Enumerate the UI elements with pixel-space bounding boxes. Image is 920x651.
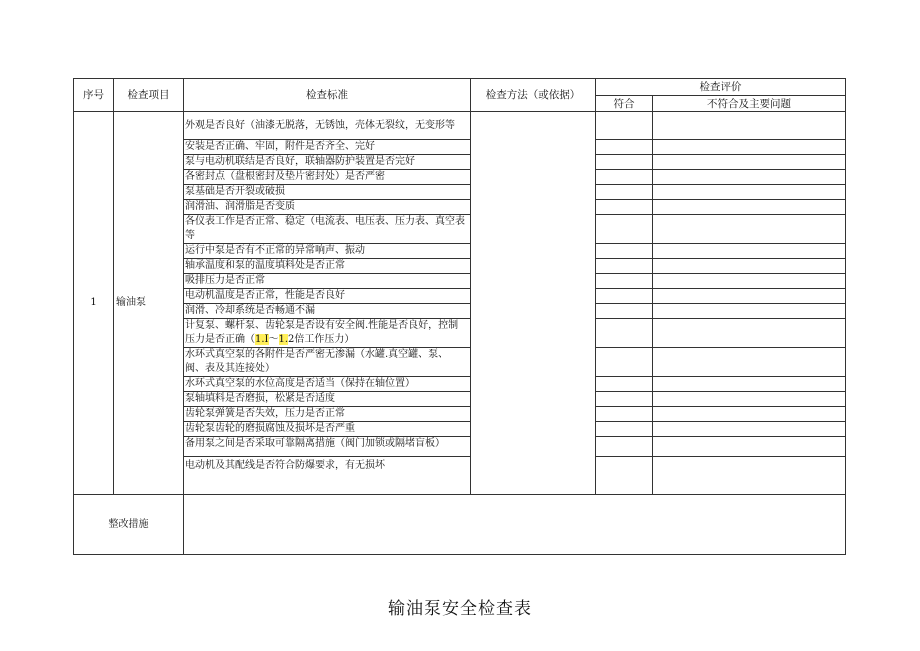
standard-cell: 润滑、冷却系统是否畅通不漏 <box>184 304 471 319</box>
nonconform-cell[interactable] <box>653 112 846 140</box>
standard-cell: 泵轴填料是否磨损，松紧是否适度 <box>184 392 471 407</box>
header-conform: 符合 <box>596 96 653 112</box>
nonconform-cell[interactable] <box>653 185 846 200</box>
conform-cell[interactable] <box>596 348 653 377</box>
conform-cell[interactable] <box>596 274 653 289</box>
table-row <box>74 289 846 304</box>
standard-cell-screw-pump <box>184 319 471 348</box>
table-row <box>74 140 846 155</box>
table-row <box>74 170 846 185</box>
table-row <box>74 304 846 319</box>
conform-cell[interactable] <box>596 319 653 348</box>
conform-cell[interactable] <box>596 155 653 170</box>
table-row <box>74 185 846 200</box>
table-row <box>74 348 846 377</box>
nonconform-cell[interactable] <box>653 170 846 185</box>
table-row <box>74 377 846 392</box>
nonconform-cell[interactable] <box>653 215 846 244</box>
table-row <box>74 259 846 274</box>
highlight-1: 1.I <box>255 334 269 345</box>
item-cell: 输油泵 <box>114 112 184 495</box>
conform-cell[interactable] <box>596 422 653 437</box>
rectification-row <box>74 495 846 555</box>
conform-cell[interactable] <box>596 140 653 155</box>
conform-cell[interactable] <box>596 377 653 392</box>
nonconform-cell[interactable] <box>653 407 846 422</box>
header-evaluation: 检查评价 <box>596 79 846 96</box>
standard-cell: 齿轮泵齿轮的磨损腐蚀及损坏是否严重 <box>184 422 471 437</box>
nonconform-cell[interactable] <box>653 274 846 289</box>
conform-cell[interactable] <box>596 259 653 274</box>
table-row <box>74 392 846 407</box>
conform-cell[interactable] <box>596 244 653 259</box>
nonconform-cell[interactable] <box>653 422 846 437</box>
standard-cell: 各密封点（盘根密封及垫片密封处）是否严密 <box>184 170 471 185</box>
table-row <box>74 200 846 215</box>
nonconform-cell[interactable] <box>653 140 846 155</box>
seq-cell: 1 <box>74 112 114 495</box>
conform-cell[interactable] <box>596 392 653 407</box>
nonconform-cell[interactable] <box>653 289 846 304</box>
nonconform-cell[interactable] <box>653 348 846 377</box>
standard-cell: 各仪表工作是否正常、稳定（电流表、电压表、压力表、真空表等 <box>184 215 471 244</box>
header-item: 检查项目 <box>114 79 184 112</box>
table-row <box>74 407 846 422</box>
nonconform-cell[interactable] <box>653 392 846 407</box>
rectification-label: 整改措施 <box>74 495 184 555</box>
standard-cell: 水环式真空泵的各附件是否严密无渗漏（水罐.真空罐、泵、阀、表及其连接处） <box>184 348 471 377</box>
nonconform-cell[interactable] <box>653 259 846 274</box>
nonconform-cell[interactable] <box>653 457 846 495</box>
highlight-2: 1. <box>278 334 289 345</box>
standard-cell: 电动机及其配线是否符合防爆要求，有无损坏 <box>184 457 471 495</box>
header-standard: 检查标准 <box>184 79 471 112</box>
standard-cell: 齿轮泵弹簧是否失效，压力是否正常 <box>184 407 471 422</box>
conform-cell[interactable] <box>596 112 653 140</box>
table-row <box>74 112 846 140</box>
page-title: 输油泵安全检查表 <box>388 599 532 619</box>
standard-cell: 水环式真空泵的水位高度是否适当（保持在轴位置） <box>184 377 471 392</box>
table-row <box>74 319 846 348</box>
standard-cell: 外观是否良好（油漆无脱落，无锈蚀，壳体无裂纹，无变形等 <box>184 112 471 140</box>
header-nonconform: 不符合及主要问题 <box>653 96 846 112</box>
table-row <box>74 422 846 437</box>
screw-pump-suffix: 2倍工作压力） <box>288 334 355 345</box>
conform-cell[interactable] <box>596 185 653 200</box>
standard-cell: 备用泵之间是否采取可靠隔离措施（阀门加锁或隔堵盲板） <box>184 437 471 457</box>
table-row <box>74 244 846 259</box>
nonconform-cell[interactable] <box>653 304 846 319</box>
standard-cell: 润滑油、润滑脂是否变质 <box>184 200 471 215</box>
table-row <box>74 457 846 495</box>
standard-cell: 安装是否正确、牢固，附件是否齐全、完好 <box>184 140 471 155</box>
conform-cell[interactable] <box>596 457 653 495</box>
screw-pump-text: 计复泵、螺杆泵、齿轮泵是否设有安全阀.性能是否良好，控制压力是否正确（ <box>185 320 459 345</box>
header-row-1 <box>74 79 846 96</box>
nonconform-cell[interactable] <box>653 437 846 457</box>
standard-cell: 吸排压力是否正常 <box>184 274 471 289</box>
standard-cell: 电动机温度是否正常，性能是否良好 <box>184 289 471 304</box>
conform-cell[interactable] <box>596 304 653 319</box>
standard-cell: 泵基础是否开裂或破损 <box>184 185 471 200</box>
conform-cell[interactable] <box>596 437 653 457</box>
inspection-table-wrapper <box>73 78 845 555</box>
nonconform-cell[interactable] <box>653 244 846 259</box>
conform-cell[interactable] <box>596 407 653 422</box>
nonconform-cell[interactable] <box>653 200 846 215</box>
standard-cell: 轴承温度和泵的温度填料处是否正常 <box>184 259 471 274</box>
conform-cell[interactable] <box>596 170 653 185</box>
table-row <box>74 437 846 457</box>
table-row <box>74 155 846 170</box>
header-seq: 序号 <box>74 79 114 112</box>
standard-cell: 运行中泵是否有不正常的异常响声、振动 <box>184 244 471 259</box>
method-cell[interactable] <box>471 112 596 495</box>
table-row <box>74 215 846 244</box>
conform-cell[interactable] <box>596 289 653 304</box>
conform-cell[interactable] <box>596 215 653 244</box>
screw-pump-tilde: ～ <box>268 334 279 345</box>
table-row <box>74 274 846 289</box>
rectification-content[interactable] <box>184 495 846 555</box>
nonconform-cell[interactable] <box>653 155 846 170</box>
conform-cell[interactable] <box>596 200 653 215</box>
header-method: 检查方法（或依据） <box>471 79 596 112</box>
inspection-table <box>73 78 846 555</box>
standard-cell: 泵与电动机联结是否良好，联轴器防护装置是否完好 <box>184 155 471 170</box>
nonconform-cell[interactable] <box>653 319 846 348</box>
nonconform-cell[interactable] <box>653 377 846 392</box>
